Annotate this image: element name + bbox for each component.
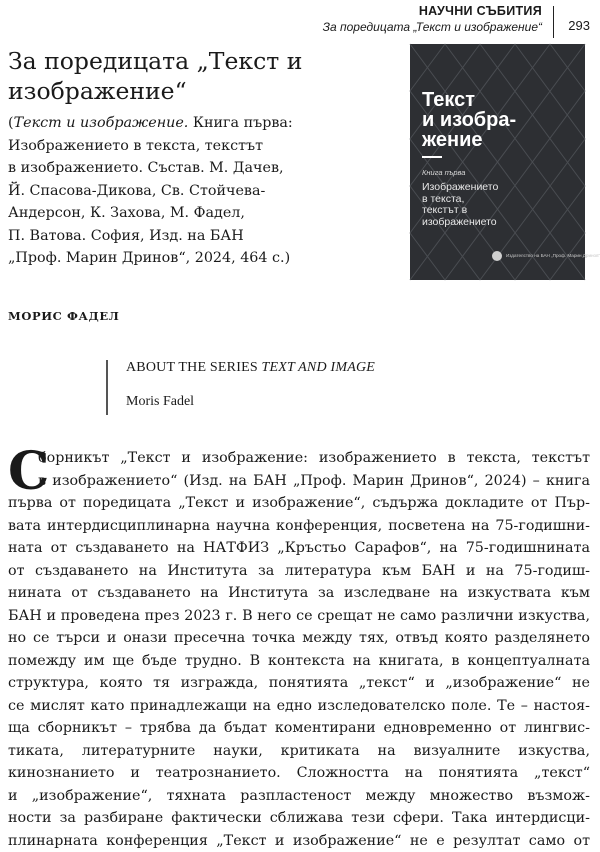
abstract-rule (106, 360, 108, 415)
body-line: в изображението“ (Изд. на БАН „Проф. Марин Дринов“, 2024) – книга (8, 470, 590, 493)
title-line-2: изображение“ (8, 77, 187, 105)
body-line: от създаването на Института за литература към БАН и на 75-годиш- (8, 560, 590, 583)
body-line: ности за разбиране фактически сближава тези сфери. Така интердисци- (8, 807, 590, 830)
biblio-line: (Текст и изображение. Книга първа: (8, 115, 293, 131)
body-line: кинознанието и театрознанието. Сложността на понятията „текст“ (8, 762, 590, 785)
cover-divider (422, 156, 442, 158)
cover-book-label: Книга първа (422, 168, 465, 177)
biblio-line: Изображението в текста, текстът (8, 138, 263, 154)
body-line: структура, която тя изгражда, понятията „текст“ и „изображение“ не (8, 672, 590, 695)
biblio-line: „Проф. Марин Дринов“, 2024, 464 с.) (8, 250, 290, 266)
english-author: Moris Fadel (126, 394, 194, 410)
english-title-prefix: ABOUT THE SERIES (126, 360, 262, 375)
header-running-title: За поредицата „Текст и изображение“ (323, 19, 542, 35)
bibliographic-reference (8, 112, 398, 270)
book-cover-image (410, 44, 585, 280)
english-title-italic: TEXT AND IMAGE (262, 360, 376, 375)
body-line: нината от създаването на Института за изследване на изкуствата към (8, 582, 590, 605)
body-line: плинарната конференция „Текст и изображение“ не е резултат само от (8, 830, 590, 852)
cover-pattern (410, 44, 585, 280)
running-header (190, 4, 590, 40)
body-line: ната от създаването на НАТФИЗ „Кръстьо Сарафов“, на 75-годишнината (8, 537, 590, 560)
article-body (8, 447, 590, 852)
publisher-logo-icon (492, 251, 502, 261)
biblio-line: П. Ватова. София, Изд. на БАН (8, 228, 244, 244)
body-line: ща сборникът – трябва да бъдат коментирани едновременно от лингвис- (8, 717, 590, 740)
cover-subtitle: Изображението в текста, текстът в изображението (422, 182, 577, 228)
drop-cap: С (8, 447, 49, 497)
cover-title: Текст и изобра- жение (422, 90, 516, 150)
page-number: 293 (568, 18, 590, 33)
biblio-line: в изображението. Състав. М. Дачев, (8, 160, 284, 176)
cover-publisher: Издателство на БАН „Проф. Марин Дринов“ (506, 253, 600, 258)
biblio-book-title: Текст и изображение. (14, 115, 189, 131)
body-line: тиката, литературните науки, критиката на визуалните изкуства, (8, 740, 590, 763)
body-line: първа от поредицата „Текст и изображение“, съдържа докладите от Пър- (8, 492, 590, 515)
article-author: МОРИС ФАДЕЛ (8, 309, 119, 323)
body-line: и „изображение“, тяхната разпластеност между множество възмож- (8, 785, 590, 808)
body-line: се мислят като принадлежащи на едно изследователско поле. Те – настоя- (8, 695, 590, 718)
header-divider (553, 6, 554, 38)
title-line-1: За поредицата „Текст и (8, 47, 302, 75)
article-title (8, 46, 398, 106)
english-title (126, 360, 375, 376)
body-line: БАН и проведена през 2023 г. В него се срещат не само различни изкуства, (8, 605, 590, 628)
body-line: борникът „Текст и изображение: изображението в текста, текстът (8, 447, 590, 470)
biblio-line: Й. Спасова-Дикова, Св. Стойчева- (8, 183, 265, 199)
header-text (323, 4, 542, 35)
biblio-line: Андерсон, К. Захова, М. Фадел, (8, 205, 245, 221)
header-section-name: НАУЧНИ СЪБИТИЯ (323, 4, 542, 19)
body-line: помежду им ще бъде трудно. В контекста на книгата, в концептуалната (8, 650, 590, 673)
body-line: вата интердисциплинарна научна конференция, посветена на 75-годишни- (8, 515, 590, 538)
body-line: но се търси и онази пресечна точка между тях, отвъд която разделянето (8, 627, 590, 650)
